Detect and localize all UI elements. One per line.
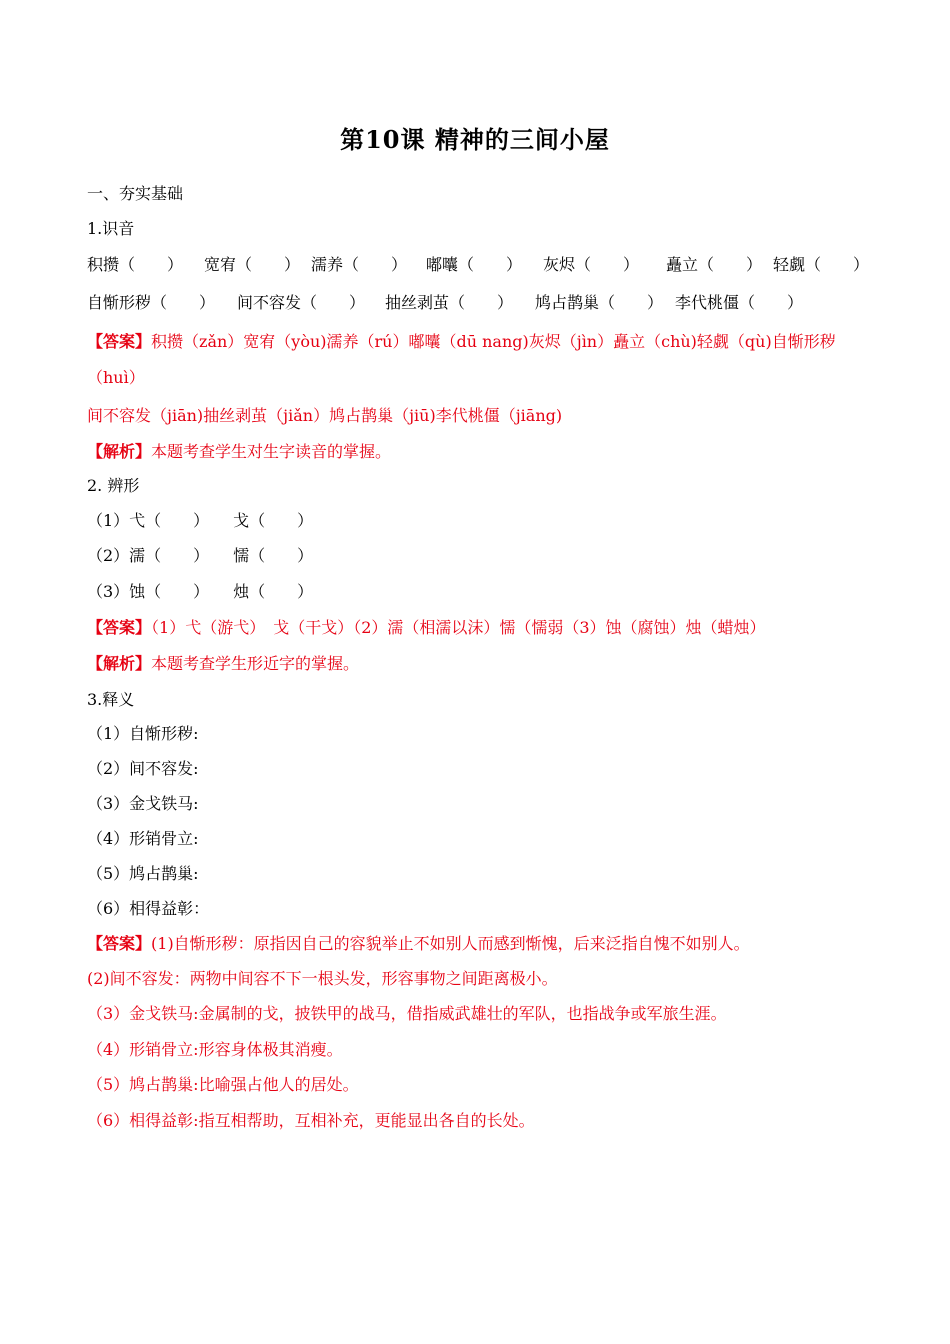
q1-item: 矗立（ ）: [666, 255, 763, 274]
analysis-text: 本题考查学生形近字的掌握。: [151, 654, 360, 673]
q3-item: （6）相得益彰：: [87, 899, 210, 918]
q3-answer-line: （3）金戈铁马:金属制的戈，披铁甲的战马，借指威武雄壮的军队，也指战争或军旅生涯。: [87, 1004, 727, 1023]
q2-row: （2）濡（ ） 懦（ ）: [87, 546, 314, 565]
answer-tag: 【答案】: [87, 332, 152, 351]
q1-row2: [87, 291, 803, 315]
q3-answer-line: （6）相得益彰:指互相帮助，互相补充，更能显出各自的长处。: [87, 1111, 535, 1130]
q3-heading: 3.释义: [87, 690, 135, 709]
q1-item: 鸠占鹊巢（ ）: [535, 293, 664, 312]
q3-answer-line: （4）形销骨立:形容身体极其消瘦。: [87, 1040, 343, 1059]
q2-row: （1）弋（ ） 戈（ ）: [87, 511, 314, 530]
answer-text: (1)自惭形秽：原指因自己的容貌举止不如别人而感到惭愧，后来泛指自愧不如别人。: [151, 934, 750, 953]
section-heading: 一、夯实基础: [87, 184, 184, 203]
answer-tag: 【答案】: [87, 934, 152, 953]
q1-analysis: [87, 440, 391, 464]
q1-item: 濡养（ ）: [311, 255, 408, 274]
q1-item: 轻觑（ ）: [773, 255, 870, 274]
answer-text: 积攒（zǎn）宽宥（yòu)濡养（rú）嘟囔（dū nang)灰烬（jìn）矗立（chù)轻觑（qù)自惭形秽: [151, 332, 836, 351]
q1-item: 自惭形秽（ ）: [87, 293, 216, 312]
q3-item: （2）间不容发:: [87, 759, 199, 778]
answer-text: （1）弋（游弋） 戈（干戈）（2）濡（相濡以沫）懦（懦弱（3）蚀（腐蚀）烛（蜡烛）: [151, 618, 766, 637]
q2-answer: [87, 616, 766, 640]
q1-item: 李代桃僵（ ）: [675, 293, 804, 312]
analysis-text: 本题考查学生对生字读音的掌握。: [151, 442, 392, 461]
q1-heading: 1.识音: [87, 219, 135, 238]
q1-item: 灰烬（ ）: [543, 255, 640, 274]
analysis-tag: 【解析】: [87, 442, 152, 461]
q1-answer: [87, 330, 836, 354]
analysis-tag: 【解析】: [87, 654, 152, 673]
q1-item: 抽丝剥茧（ ）: [385, 293, 514, 312]
q1-row1: [87, 253, 869, 277]
q1-answer-cont: （huì）: [87, 368, 145, 387]
q1-item: 间不容发（ ）: [237, 293, 366, 312]
q1-item: 积攒（ ）: [87, 255, 184, 274]
q2-row: （3）蚀（ ） 烛（ ）: [87, 582, 314, 601]
q3-answer-line: (2)间不容发：两物中间容不下一根头发，形容事物之间距离极小。: [87, 969, 558, 988]
page-title: 第10课 精神的三间小屋: [340, 125, 610, 154]
q3-item: （1）自惭形秽:: [87, 724, 199, 743]
q3-answer: [87, 932, 750, 956]
q3-item: （5）鸠占鹊巢:: [87, 864, 199, 883]
answer-tag: 【答案】: [87, 618, 152, 637]
q1-answer-cont: 间不容发（jiān)抽丝剥茧（jiǎn）鸠占鹊巢（jiū)李代桃僵（jiāng): [87, 406, 563, 425]
q3-item: （3）金戈铁马:: [87, 794, 199, 813]
q3-item: （4）形销骨立:: [87, 829, 199, 848]
q2-heading: 2. 辨形: [87, 476, 140, 495]
q1-item: 嘟囔（ ）: [426, 255, 523, 274]
q3-answer-line: （5）鸠占鹊巢:比喻强占他人的居处。: [87, 1075, 359, 1094]
q2-analysis: [87, 652, 359, 676]
q1-item: 宽宥（ ）: [204, 255, 301, 274]
